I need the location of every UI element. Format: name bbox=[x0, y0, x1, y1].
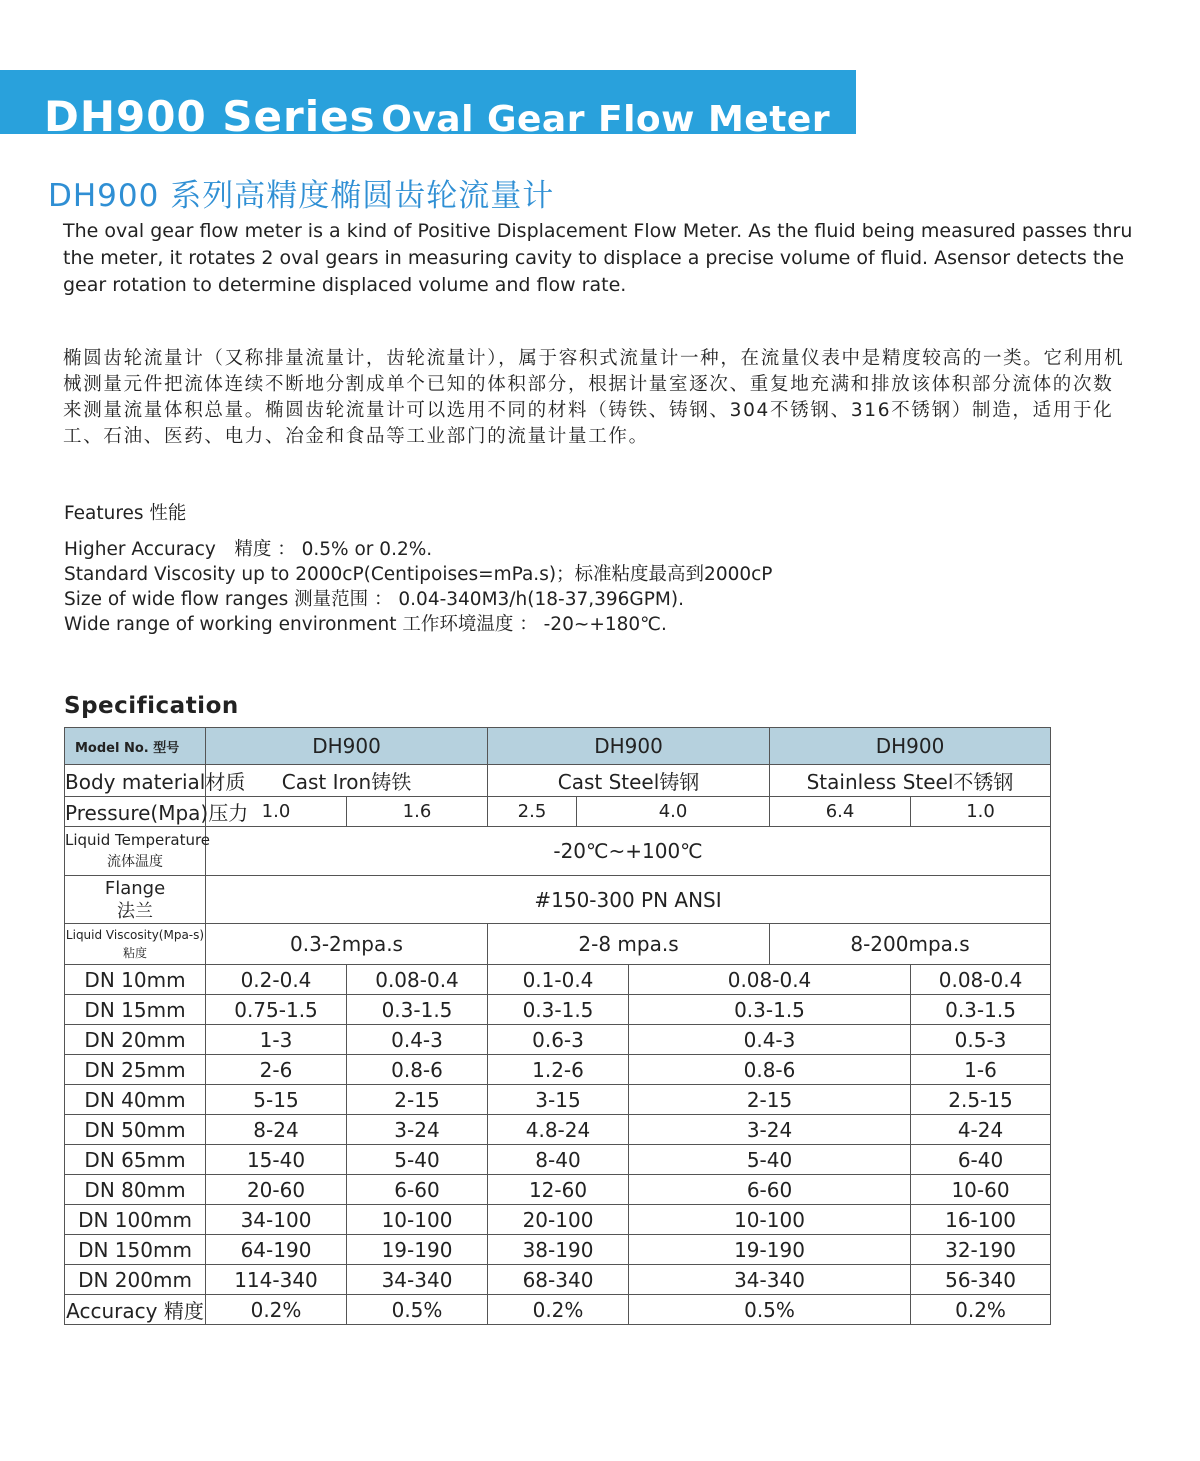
flow-range-cell: 6-60 bbox=[347, 1175, 488, 1205]
flow-range-cell: 1.2-6 bbox=[488, 1055, 629, 1085]
title-part-1: DH900 Series bbox=[44, 92, 376, 141]
flow-range-cell: 114-340 bbox=[206, 1265, 347, 1295]
viscosity-label bbox=[65, 924, 206, 965]
model-cell: DH900 bbox=[206, 728, 488, 765]
flow-range-row bbox=[65, 1055, 1051, 1085]
flow-range-row bbox=[65, 1085, 1051, 1115]
pipe-size: DN 15mm bbox=[65, 995, 206, 1025]
pressure-cell: 1.0 bbox=[911, 797, 1051, 827]
viscosity-row bbox=[65, 924, 1051, 965]
flow-range-cell: 0.1-0.4 bbox=[488, 965, 629, 995]
pipe-size: DN 50mm bbox=[65, 1115, 206, 1145]
flange-value: #150-300 PN ANSI bbox=[206, 876, 1051, 924]
temperature-value: -20℃~+100℃ bbox=[206, 827, 1051, 876]
flow-range-cell: 5-15 bbox=[206, 1085, 347, 1115]
viscosity-cell: 0.3-2mpa.s bbox=[206, 924, 488, 965]
flow-range-cell: 32-190 bbox=[911, 1235, 1051, 1265]
flow-range-cell: 10-100 bbox=[347, 1205, 488, 1235]
flow-range-cell: 15-40 bbox=[206, 1145, 347, 1175]
model-cell: DH900 bbox=[488, 728, 770, 765]
flow-range-cell: 34-340 bbox=[347, 1265, 488, 1295]
flow-range-cell: 2-15 bbox=[629, 1085, 911, 1115]
pipe-size: DN 20mm bbox=[65, 1025, 206, 1055]
flow-range-cell: 68-340 bbox=[488, 1265, 629, 1295]
pressure-cell: 1.6 bbox=[347, 797, 488, 827]
accuracy-row bbox=[65, 1295, 1051, 1325]
pressure-row bbox=[65, 797, 1051, 827]
flange-row bbox=[65, 876, 1051, 924]
accuracy-cell: 0.2% bbox=[206, 1295, 347, 1325]
pipe-size: DN 80mm bbox=[65, 1175, 206, 1205]
viscosity-cell: 8-200mpa.s bbox=[770, 924, 1051, 965]
flow-range-cell: 1-3 bbox=[206, 1025, 347, 1055]
flow-range-cell: 0.8-6 bbox=[347, 1055, 488, 1085]
pipe-size: DN 40mm bbox=[65, 1085, 206, 1115]
flow-range-cell: 64-190 bbox=[206, 1235, 347, 1265]
flow-range-row bbox=[65, 1265, 1051, 1295]
flow-range-cell: 0.5-3 bbox=[911, 1025, 1051, 1055]
pipe-size: DN 100mm bbox=[65, 1205, 206, 1235]
intro-chinese: 椭圆齿轮流量计（又称排量流量计，齿轮流量计），属于容积式流量计一种，在流量仪表中是精度较高的一类。它利用机械测量元件把流体连续不断地分割成单个已知的体积部分，根据计量室逐次、重复地充满和排放该体积部分流体的次数来测量流量体积总量。椭圆齿轮流量计可以选用不同的材料（铸铁、铸钢、304不锈钢、316不锈钢）制造，适用于化工、石油、医药、电力、冶金和食品等工业部门的流量计量工作。 bbox=[63, 348, 1125, 447]
flow-range-cell: 19-190 bbox=[347, 1235, 488, 1265]
flow-range-cell: 0.3-1.5 bbox=[629, 995, 911, 1025]
flow-range-cell: 4.8-24 bbox=[488, 1115, 629, 1145]
flow-range-cell: 2-6 bbox=[206, 1055, 347, 1085]
pressure-label: Pressure(Mpa)压力 bbox=[65, 797, 206, 827]
pipe-size: DN 10mm bbox=[65, 965, 206, 995]
flow-range-cell: 34-340 bbox=[629, 1265, 911, 1295]
flow-range-cell: 0.8-6 bbox=[629, 1055, 911, 1085]
flow-range-cell: 10-100 bbox=[629, 1205, 911, 1235]
flow-range-cell: 3-24 bbox=[629, 1115, 911, 1145]
flow-range-cell: 1-6 bbox=[911, 1055, 1051, 1085]
viscosity-label-en: Liquid Viscosity(Mpa-s) bbox=[65, 928, 205, 942]
title-banner bbox=[0, 70, 856, 141]
specification-heading: Specification bbox=[64, 693, 239, 719]
flow-range-cell: 16-100 bbox=[911, 1205, 1051, 1235]
body-material-row bbox=[65, 765, 1051, 797]
flow-range-row bbox=[65, 995, 1051, 1025]
intro-english: The oval gear flow meter is a kind of Positive Displacement Flow Meter. As the fluid being measured passes thru the meter, it rotates 2 oval gears in measuring cavity to displace a precise volume of fluid. Asensor detects the gear rotation to determine displaced volume and flow rate. bbox=[63, 220, 1133, 296]
flow-range-cell: 34-100 bbox=[206, 1205, 347, 1235]
flow-range-rows bbox=[65, 965, 1051, 1295]
body-material-cell: Cast Steel铸钢 bbox=[488, 765, 770, 797]
viscosity-label-cn: 粘度 bbox=[122, 946, 147, 960]
flow-range-row bbox=[65, 1145, 1051, 1175]
accuracy-cell: 0.5% bbox=[629, 1295, 911, 1325]
flow-range-cell: 3-15 bbox=[488, 1085, 629, 1115]
flow-range-cell: 0.6-3 bbox=[488, 1025, 629, 1055]
flow-range-row bbox=[65, 1115, 1051, 1145]
model-cell: DH900 bbox=[770, 728, 1051, 765]
feature-item: Wide range of working environment 工作环境温度 ： -20~+180℃. bbox=[64, 614, 667, 635]
body-material-cell: Cast Iron铸铁 bbox=[206, 765, 488, 797]
feature-item: Size of wide flow ranges 测量范围 ： 0.04-340M3/h(18-37,396GPM). bbox=[64, 589, 684, 610]
flow-range-cell: 20-100 bbox=[488, 1205, 629, 1235]
flow-range-cell: 0.2-0.4 bbox=[206, 965, 347, 995]
title-part-2: Oval Gear Flow Meter bbox=[381, 99, 831, 140]
model-label: Model No. 型号 bbox=[65, 728, 206, 765]
flow-range-cell: 0.08-0.4 bbox=[911, 965, 1051, 995]
flow-range-cell: 0.3-1.5 bbox=[488, 995, 629, 1025]
flange-label-en: Flange bbox=[104, 877, 166, 899]
flow-range-cell: 12-60 bbox=[488, 1175, 629, 1205]
flow-range-cell: 6-40 bbox=[911, 1145, 1051, 1175]
temperature-label bbox=[65, 827, 211, 876]
pressure-cell: 2.5 bbox=[488, 797, 577, 827]
flow-range-row bbox=[65, 1205, 1051, 1235]
features-heading: Features 性能 bbox=[64, 503, 187, 524]
flow-range-row bbox=[65, 1025, 1051, 1055]
accuracy-cell: 0.5% bbox=[347, 1295, 488, 1325]
pressure-cell: 1.0 bbox=[206, 797, 347, 827]
flow-range-row bbox=[65, 1235, 1051, 1265]
flow-range-cell: 2-15 bbox=[347, 1085, 488, 1115]
accuracy-cell: 0.2% bbox=[911, 1295, 1051, 1325]
feature-item: Higher Accuracy 精度 ： 0.5% or 0.2%. bbox=[64, 539, 433, 560]
pressure-cell: 6.4 bbox=[770, 797, 911, 827]
temperature-row bbox=[65, 827, 1051, 876]
viscosity-cell: 2-8 mpa.s bbox=[488, 924, 770, 965]
flow-range-cell: 4-24 bbox=[911, 1115, 1051, 1145]
temperature-label-en: Liquid Temperature bbox=[65, 831, 211, 849]
flow-range-cell: 8-24 bbox=[206, 1115, 347, 1145]
flow-range-cell: 6-60 bbox=[629, 1175, 911, 1205]
body-material-label: Body material材质 bbox=[65, 765, 206, 797]
flow-range-cell: 19-190 bbox=[629, 1235, 911, 1265]
accuracy-label: Accuracy 精度 bbox=[65, 1295, 206, 1325]
flow-range-cell: 8-40 bbox=[488, 1145, 629, 1175]
flange-label bbox=[65, 876, 206, 924]
flow-range-row bbox=[65, 1175, 1051, 1205]
chinese-title: DH900 系列高精度椭圆齿轮流量计 bbox=[48, 178, 555, 214]
flow-range-cell: 5-40 bbox=[629, 1145, 911, 1175]
flow-range-cell: 2.5-15 bbox=[911, 1085, 1051, 1115]
feature-item: Standard Viscosity up to 2000cP(Centipoises=mPa.s)；标准粘度最高到2000cP bbox=[64, 564, 773, 585]
flow-range-cell: 56-340 bbox=[911, 1265, 1051, 1295]
pressure-cell: 4.0 bbox=[577, 797, 770, 827]
specification-table bbox=[64, 727, 1051, 1325]
flow-range-cell: 0.08-0.4 bbox=[629, 965, 911, 995]
flange-label-cn: 法兰 bbox=[117, 900, 153, 922]
flow-range-cell: 0.4-3 bbox=[347, 1025, 488, 1055]
pipe-size: DN 150mm bbox=[65, 1235, 206, 1265]
flow-range-cell: 0.08-0.4 bbox=[347, 965, 488, 995]
flow-range-cell: 5-40 bbox=[347, 1145, 488, 1175]
flow-range-cell: 3-24 bbox=[347, 1115, 488, 1145]
flow-range-cell: 20-60 bbox=[206, 1175, 347, 1205]
pipe-size: DN 200mm bbox=[65, 1265, 206, 1295]
model-row bbox=[65, 728, 1051, 765]
pipe-size: DN 65mm bbox=[65, 1145, 206, 1175]
temperature-label-cn: 流体温度 bbox=[107, 854, 163, 870]
page-title bbox=[44, 94, 830, 149]
flow-range-cell: 0.4-3 bbox=[629, 1025, 911, 1055]
pipe-size: DN 25mm bbox=[65, 1055, 206, 1085]
body-material-cell: Stainless Steel不锈钢 bbox=[770, 765, 1051, 797]
flow-range-cell: 0.3-1.5 bbox=[347, 995, 488, 1025]
accuracy-cell: 0.2% bbox=[488, 1295, 629, 1325]
flow-range-cell: 0.75-1.5 bbox=[206, 995, 347, 1025]
flow-range-cell: 10-60 bbox=[911, 1175, 1051, 1205]
features-list bbox=[64, 537, 772, 637]
flow-range-cell: 0.3-1.5 bbox=[911, 995, 1051, 1025]
flow-range-row bbox=[65, 965, 1051, 995]
flow-range-cell: 38-190 bbox=[488, 1235, 629, 1265]
